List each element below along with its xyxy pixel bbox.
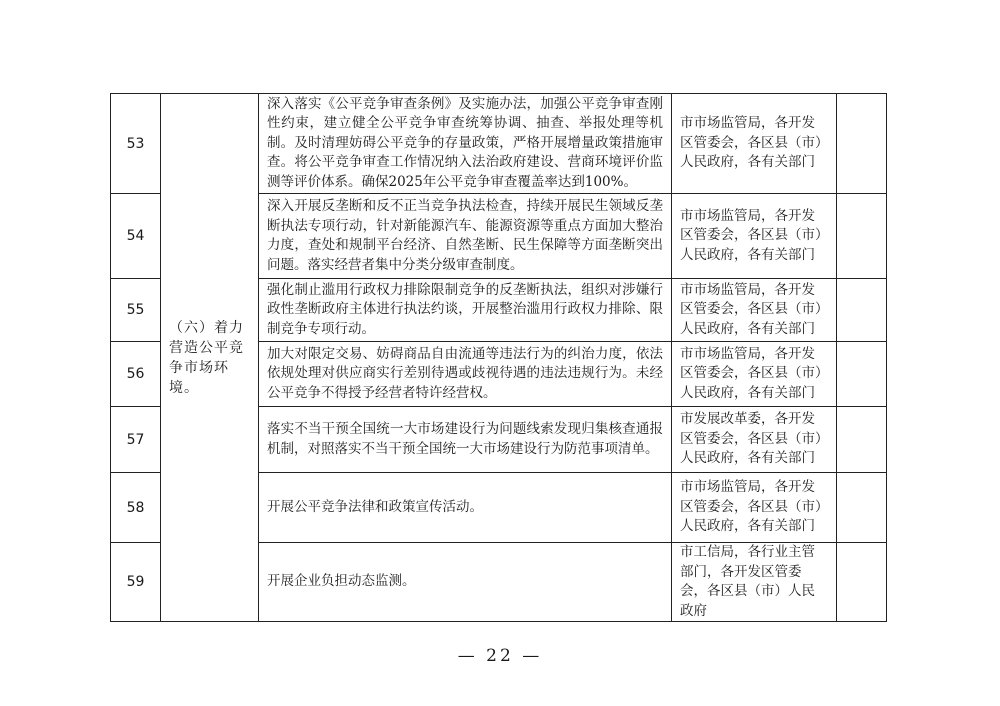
remarks-cell	[837, 543, 887, 622]
responsible-unit: 市市场监管局，各开发区管委会，各区县（市）人民政府，各有关部门	[672, 194, 837, 279]
task-table	[110, 93, 887, 622]
remarks-cell	[837, 94, 887, 194]
task-description: 深入落实《公平竞争审查条例》及实施办法，加强公平竞争审查刚性约束，建立健全公平竞争审查统筹协调、抽查、举报处理等机制。及时清理妨碍公平竞争的存量政策，严格开展增量政策措施审查。将公平竞争审查工作情况纳入法治政府建设、营商环境评价监测等评价体系。确保2025年公平竞争审查覆盖率达到100%。	[259, 94, 672, 194]
row-number: 56	[111, 342, 161, 407]
row-number: 53	[111, 94, 161, 194]
responsible-unit: 市市场监管局，各开发区管委会，各区县（市）人民政府，各有关部门	[672, 94, 837, 194]
remarks-cell	[837, 473, 887, 543]
table-row	[111, 94, 887, 194]
remarks-cell	[837, 342, 887, 407]
row-number: 55	[111, 279, 161, 342]
responsible-unit: 市市场监管局，各开发区管委会，各区县（市）人民政府，各有关部门	[672, 342, 837, 407]
page-number: — 22 —	[457, 646, 543, 666]
responsible-unit: 市发展改革委，各开发区管委会，各区县（市）人民政府，各有关部门	[672, 407, 837, 473]
responsible-unit: 市市场监管局，各开发区管委会，各区县（市）人民政府，各有关部门	[672, 279, 837, 342]
remarks-cell	[837, 407, 887, 473]
responsible-unit: 市工信局，各行业主管部门，各开发区管委会，各区县（市）人民政府	[672, 543, 837, 622]
row-number: 58	[111, 473, 161, 543]
task-description: 开展公平竞争法律和政策宣传活动。	[259, 473, 672, 543]
task-description: 强化制止滥用行政权力排除限制竞争的反垄断执法，组织对涉嫌行政性垄断政府主体进行执法约谈，开展整治滥用行政权力排除、限制竞争专项行动。	[259, 279, 672, 342]
responsible-unit: 市市场监管局，各开发区管委会，各区县（市）人民政府，各有关部门	[672, 473, 837, 543]
row-number: 59	[111, 543, 161, 622]
row-number: 57	[111, 407, 161, 473]
row-number: 54	[111, 194, 161, 279]
task-description: 落实不当干预全国统一大市场建设行为问题线索发现归集核查通报机制，对照落实不当干预全国统一大市场建设行为防范事项清单。	[259, 407, 672, 473]
task-description: 开展企业负担动态监测。	[259, 543, 672, 622]
task-description: 深入开展反垄断和反不正当竞争执法检查，持续开展民生领域反垄断执法专项行动，针对新能源汽车、能源资源等重点方面加大整治力度，查处和规制平台经济、自然垄断、民生保障等方面垄断突出问题。落实经营者集中分类分级审查制度。	[259, 194, 672, 279]
remarks-cell	[837, 279, 887, 342]
task-description: 加大对限定交易、妨碍商品自由流通等违法行为的纠治力度，依法依规处理对供应商实行差别待遇或歧视待遇的违法违规行为。未经公平竞争不得授予经营者特许经营权。	[259, 342, 672, 407]
remarks-cell	[837, 194, 887, 279]
category-cell: （六）着力营造公平竞争市场环境。	[161, 94, 259, 622]
